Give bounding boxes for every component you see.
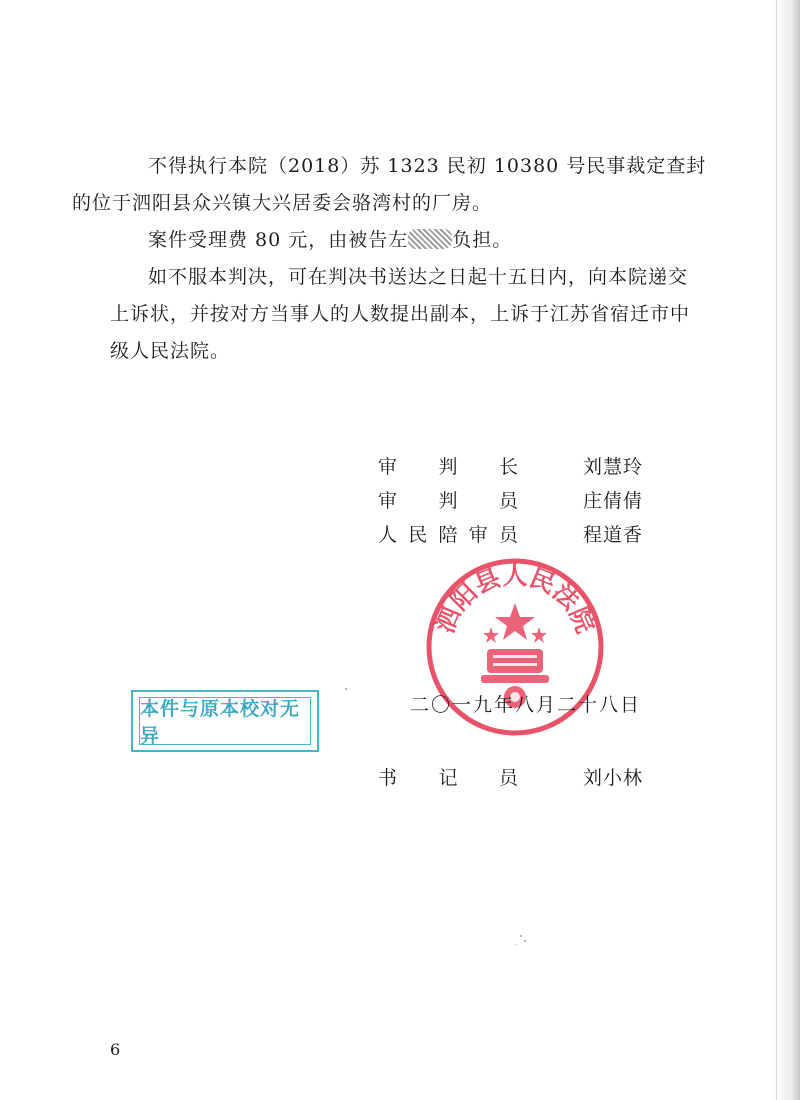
role-char: 审: [378, 456, 398, 478]
signatory-name: 程道香: [583, 524, 644, 546]
signatory-list: [378, 452, 658, 554]
signatory-name: 刘慧玲: [583, 456, 644, 478]
paragraph-seizure-line2: 的位于泗阳县众兴镇大兴居委会骆湾村的厂房。: [72, 192, 493, 214]
role-char: 员: [498, 524, 518, 546]
paragraph-seizure-line1: 不得执行本院（2018）苏 1323 民初 10380 号民事裁定查封: [148, 155, 707, 177]
role-char: 记: [438, 767, 458, 789]
clerk-role: [378, 763, 518, 790]
scan-speck: [520, 935, 522, 937]
scan-speck: [524, 940, 526, 942]
role-char: 判: [438, 456, 458, 478]
paragraph-appeal: 如不服本判决，可在判决书送达之日起十五日内，向本院递交上诉状，并按对方当事人的人数提出副本，上诉于江苏省宿迁市中级人民法院。: [110, 266, 691, 362]
certified-copy-stamp-text: 本件与原本校对无异: [139, 697, 311, 745]
signatory-role: [378, 520, 518, 547]
scan-speck: [516, 944, 517, 945]
fee-text-after: 负担。: [452, 229, 513, 251]
role-char: 员: [498, 767, 518, 789]
clerk-row: [378, 763, 678, 793]
signatory-row: [378, 486, 658, 520]
paragraph-fee: [110, 222, 695, 259]
clerk-name: 刘小林: [583, 767, 644, 789]
fee-text-before: 案件受理费 80 元，由被告左: [148, 229, 409, 251]
role-char: 判: [438, 490, 458, 512]
role-char: 陪: [438, 524, 458, 546]
role-char: 审: [378, 490, 398, 512]
scan-speck: [345, 688, 347, 690]
judgment-body: [72, 148, 707, 370]
role-char: 书: [378, 767, 398, 789]
signatory-role: [378, 452, 518, 479]
role-char: 审: [468, 524, 488, 546]
redacted-name: [408, 229, 452, 249]
judgment-date: 二〇一九年八月二十八日: [410, 694, 642, 716]
role-char: 民: [408, 524, 428, 546]
role-char: 员: [498, 490, 518, 512]
signatory-role: [378, 486, 518, 513]
signatory-name: 庄倩倩: [583, 490, 644, 512]
certified-copy-stamp: [131, 690, 319, 752]
scan-edge-shadow: [772, 0, 800, 1100]
signatory-row: [378, 520, 658, 554]
paragraph-seizure: [72, 148, 707, 222]
signatory-row: [378, 452, 658, 486]
page-number: 6: [110, 1040, 121, 1059]
seal-text-path: 泗阳县人民法院: [429, 561, 601, 638]
role-char: 长: [498, 456, 518, 478]
role-char: 人: [378, 524, 398, 546]
